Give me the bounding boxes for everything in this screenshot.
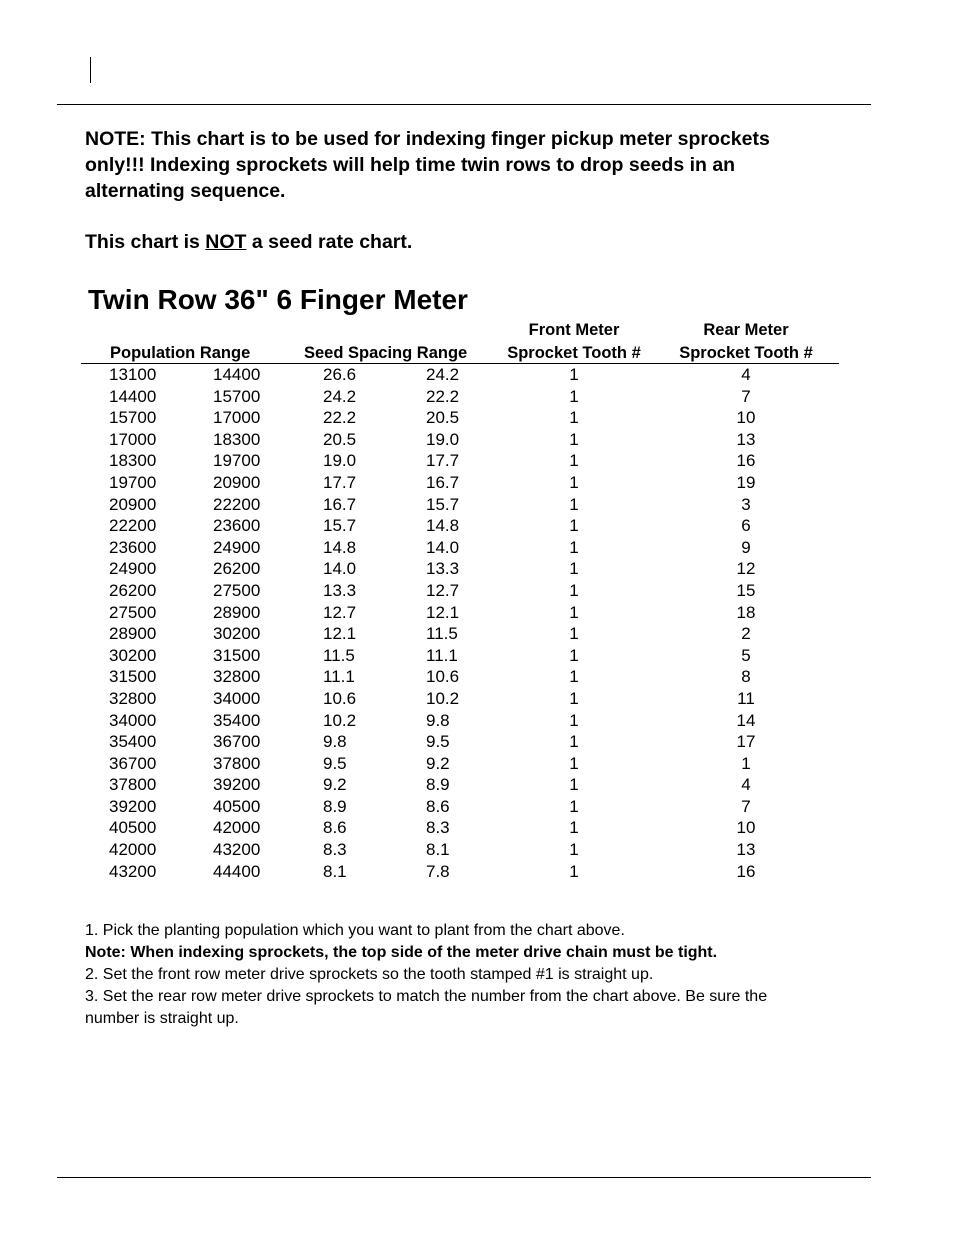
table-row xyxy=(0,710,954,732)
not-prefix: This chart is xyxy=(85,231,206,253)
population-min-cell: 32800 xyxy=(109,688,157,708)
population-max-cell: 26200 xyxy=(213,559,261,579)
spacing-max-cell: 10.2 xyxy=(323,710,357,730)
spacing-min-cell: 9.5 xyxy=(426,732,450,752)
population-max-cell: 39200 xyxy=(213,775,261,795)
table-row xyxy=(0,429,954,451)
front-tooth-cell: 1 xyxy=(569,472,579,492)
population-min-cell: 27500 xyxy=(109,602,157,622)
instruction-step-3: 3. Set the rear row meter drive sprockets to match the number from the chart above. Be sure the number is straight up. xyxy=(85,988,768,1027)
population-max-cell: 36700 xyxy=(213,732,261,752)
front-tooth-cell: 1 xyxy=(569,732,579,752)
population-max-cell: 24900 xyxy=(213,537,261,557)
population-min-cell: 17000 xyxy=(109,429,157,449)
spacing-min-cell: 16.7 xyxy=(426,472,460,492)
rear-tooth-cell: 7 xyxy=(741,386,751,406)
header-rear-sprocket-tooth: Sprocket Tooth # xyxy=(679,344,813,362)
spacing-max-cell: 10.6 xyxy=(323,688,357,708)
population-min-cell: 24900 xyxy=(109,559,157,579)
spacing-max-cell: 8.1 xyxy=(323,861,347,881)
table-row xyxy=(0,537,954,559)
spacing-min-cell: 12.7 xyxy=(426,580,460,600)
population-min-cell: 43200 xyxy=(109,861,157,881)
spacing-max-cell: 26.6 xyxy=(323,365,357,384)
table-row xyxy=(0,774,954,796)
spacing-max-cell: 8.6 xyxy=(323,818,347,838)
table-row xyxy=(0,515,954,537)
chart-title: Twin Row 36" 6 Finger Meter xyxy=(88,284,468,315)
spacing-max-cell: 11.1 xyxy=(323,667,355,687)
spacing-min-cell: 8.1 xyxy=(426,840,450,860)
spacing-min-cell: 12.1 xyxy=(426,602,460,622)
table-row xyxy=(0,602,954,624)
rear-tooth-cell: 8 xyxy=(741,667,751,687)
table-row xyxy=(0,580,954,602)
indexing-note: NOTE: This chart is to be used for indexing finger pickup meter sprockets only!!! Indexing sprockets will help time twin rows to drop seeds in an alternating sequence. xyxy=(85,128,770,202)
population-min-cell: 35400 xyxy=(109,732,157,752)
front-tooth-cell: 1 xyxy=(569,365,579,384)
instruction-step-1: 1. Pick the planting population which you want to plant from the chart above. xyxy=(85,922,625,939)
table-row xyxy=(0,666,954,688)
population-min-cell: 40500 xyxy=(109,818,157,838)
population-max-cell: 14400 xyxy=(213,365,261,384)
spacing-min-cell: 20.5 xyxy=(426,408,460,428)
front-tooth-cell: 1 xyxy=(569,559,579,579)
rear-tooth-cell: 5 xyxy=(741,645,751,665)
rear-tooth-cell: 18 xyxy=(736,602,756,622)
population-max-cell: 34000 xyxy=(213,688,261,708)
spacing-min-cell: 11.1 xyxy=(426,645,458,665)
header-seed-spacing-range: Seed Spacing Range xyxy=(304,344,468,362)
spacing-max-cell: 13.3 xyxy=(323,580,357,600)
spacing-max-cell: 9.5 xyxy=(323,753,347,773)
population-max-cell: 28900 xyxy=(213,602,261,622)
table-row xyxy=(0,386,954,408)
table-row xyxy=(0,645,954,667)
spacing-max-cell: 20.5 xyxy=(323,429,357,449)
rear-tooth-cell: 16 xyxy=(736,861,756,881)
front-tooth-cell: 1 xyxy=(569,429,579,449)
rear-tooth-cell: 16 xyxy=(736,451,756,471)
not-emphasis: NOT xyxy=(205,231,247,253)
rear-tooth-cell: 7 xyxy=(741,796,751,816)
rear-tooth-cell: 9 xyxy=(741,537,751,557)
front-tooth-cell: 1 xyxy=(569,710,579,730)
population-min-cell: 36700 xyxy=(109,753,157,773)
spacing-min-cell: 24.2 xyxy=(426,365,460,384)
population-max-cell: 40500 xyxy=(213,796,261,816)
instruction-step-2: 2. Set the front row meter drive sprockets so the tooth stamped #1 is straight up. xyxy=(85,966,654,983)
sprocket-index-table xyxy=(0,364,954,882)
rear-tooth-cell: 4 xyxy=(741,775,751,795)
spacing-max-cell: 8.3 xyxy=(323,840,347,860)
table-row xyxy=(0,861,954,883)
population-min-cell: 26200 xyxy=(109,580,157,600)
front-tooth-cell: 1 xyxy=(569,451,579,471)
front-tooth-cell: 1 xyxy=(569,775,579,795)
spacing-max-cell: 12.1 xyxy=(323,624,357,644)
population-min-cell: 19700 xyxy=(109,472,157,492)
table-row xyxy=(0,796,954,818)
rear-tooth-cell: 10 xyxy=(736,818,756,838)
table-row xyxy=(0,817,954,839)
table-row xyxy=(0,623,954,645)
population-max-cell: 15700 xyxy=(213,386,261,406)
spacing-max-cell: 14.8 xyxy=(323,537,357,557)
population-max-cell: 31500 xyxy=(213,645,261,665)
spacing-max-cell: 22.2 xyxy=(323,408,357,428)
population-min-cell: 13100 xyxy=(109,365,157,384)
population-max-cell: 30200 xyxy=(213,624,261,644)
table-row xyxy=(0,494,954,516)
spacing-min-cell: 13.3 xyxy=(426,559,460,579)
front-tooth-cell: 1 xyxy=(569,537,579,557)
table-row xyxy=(0,450,954,472)
population-min-cell: 14400 xyxy=(109,386,157,406)
table-row xyxy=(0,558,954,580)
population-min-cell: 37800 xyxy=(109,775,157,795)
population-min-cell: 42000 xyxy=(109,840,157,860)
front-tooth-cell: 1 xyxy=(569,861,579,881)
front-tooth-cell: 1 xyxy=(569,386,579,406)
top-rule xyxy=(57,104,871,105)
population-max-cell: 42000 xyxy=(213,818,261,838)
spacing-max-cell: 14.0 xyxy=(323,559,357,579)
instruction-note: Note: When indexing sprockets, the top side of the meter drive chain must be tight. xyxy=(85,944,718,961)
header-rear-meter: Rear Meter xyxy=(703,321,789,339)
rear-tooth-cell: 3 xyxy=(741,494,751,514)
spacing-min-cell: 8.6 xyxy=(426,796,450,816)
not-seed-rate-note xyxy=(85,229,412,255)
front-tooth-cell: 1 xyxy=(569,645,579,665)
population-min-cell: 22200 xyxy=(109,516,157,536)
rear-tooth-cell: 13 xyxy=(736,429,756,449)
rear-tooth-cell: 12 xyxy=(736,559,756,579)
population-min-cell: 39200 xyxy=(109,796,157,816)
front-tooth-cell: 1 xyxy=(569,688,579,708)
spacing-min-cell: 22.2 xyxy=(426,386,460,406)
front-tooth-cell: 1 xyxy=(569,494,579,514)
table-row xyxy=(0,364,954,386)
spacing-max-cell: 8.9 xyxy=(323,796,347,816)
rear-tooth-cell: 13 xyxy=(736,840,756,860)
not-suffix: a seed rate chart. xyxy=(246,231,413,253)
table-row xyxy=(0,407,954,429)
spacing-max-cell: 19.0 xyxy=(323,451,357,471)
table-row xyxy=(0,753,954,775)
spacing-max-cell: 24.2 xyxy=(323,386,357,406)
spacing-min-cell: 7.8 xyxy=(426,861,450,881)
population-max-cell: 18300 xyxy=(213,429,261,449)
population-max-cell: 22200 xyxy=(213,494,261,514)
table-row xyxy=(0,688,954,710)
instructions xyxy=(85,920,805,1030)
front-tooth-cell: 1 xyxy=(569,840,579,860)
rear-tooth-cell: 19 xyxy=(736,472,756,492)
spacing-max-cell: 15.7 xyxy=(323,516,357,536)
population-min-cell: 31500 xyxy=(109,667,157,687)
front-tooth-cell: 1 xyxy=(569,516,579,536)
population-min-cell: 20900 xyxy=(109,494,157,514)
rear-tooth-cell: 17 xyxy=(736,732,756,752)
spacing-min-cell: 14.0 xyxy=(426,537,460,557)
spacing-max-cell: 9.8 xyxy=(323,732,347,752)
front-tooth-cell: 1 xyxy=(569,408,579,428)
table-row xyxy=(0,731,954,753)
population-min-cell: 30200 xyxy=(109,645,157,665)
rear-tooth-cell: 4 xyxy=(741,365,751,384)
population-min-cell: 28900 xyxy=(109,624,157,644)
spacing-max-cell: 11.5 xyxy=(323,645,355,665)
population-min-cell: 34000 xyxy=(109,710,157,730)
spacing-min-cell: 15.7 xyxy=(426,494,460,514)
header-tick-mark xyxy=(90,57,91,83)
rear-tooth-cell: 10 xyxy=(736,408,756,428)
front-tooth-cell: 1 xyxy=(569,818,579,838)
rear-tooth-cell: 11 xyxy=(737,688,755,708)
spacing-min-cell: 19.0 xyxy=(426,429,460,449)
population-max-cell: 35400 xyxy=(213,710,261,730)
population-max-cell: 43200 xyxy=(213,840,261,860)
spacing-min-cell: 9.2 xyxy=(426,753,450,773)
front-tooth-cell: 1 xyxy=(569,753,579,773)
population-max-cell: 19700 xyxy=(213,451,261,471)
spacing-min-cell: 11.5 xyxy=(426,624,458,644)
population-min-cell: 18300 xyxy=(109,451,157,471)
population-max-cell: 17000 xyxy=(213,408,261,428)
front-tooth-cell: 1 xyxy=(569,580,579,600)
rear-tooth-cell: 1 xyxy=(741,753,751,773)
header-front-meter: Front Meter xyxy=(528,321,620,339)
table-row xyxy=(0,839,954,861)
population-max-cell: 44400 xyxy=(213,861,261,881)
rear-tooth-cell: 14 xyxy=(736,710,756,730)
spacing-min-cell: 8.3 xyxy=(426,818,450,838)
population-max-cell: 23600 xyxy=(213,516,261,536)
population-max-cell: 27500 xyxy=(213,580,261,600)
spacing-min-cell: 9.8 xyxy=(426,710,450,730)
header-front-sprocket-tooth: Sprocket Tooth # xyxy=(507,344,641,362)
population-max-cell: 32800 xyxy=(213,667,261,687)
header-population-range: Population Range xyxy=(110,344,251,362)
front-tooth-cell: 1 xyxy=(569,602,579,622)
population-min-cell: 15700 xyxy=(109,408,157,428)
rear-tooth-cell: 15 xyxy=(736,580,756,600)
spacing-min-cell: 14.8 xyxy=(426,516,460,536)
rear-tooth-cell: 2 xyxy=(741,624,751,644)
spacing-max-cell: 17.7 xyxy=(323,472,357,492)
spacing-min-cell: 10.6 xyxy=(426,667,460,687)
spacing-max-cell: 12.7 xyxy=(323,602,357,622)
spacing-min-cell: 17.7 xyxy=(426,451,460,471)
rear-tooth-cell: 6 xyxy=(741,516,751,536)
spacing-max-cell: 16.7 xyxy=(323,494,357,514)
bottom-rule xyxy=(57,1177,871,1178)
front-tooth-cell: 1 xyxy=(569,796,579,816)
spacing-max-cell: 9.2 xyxy=(323,775,347,795)
front-tooth-cell: 1 xyxy=(569,667,579,687)
population-max-cell: 20900 xyxy=(213,472,261,492)
population-min-cell: 23600 xyxy=(109,537,157,557)
spacing-min-cell: 10.2 xyxy=(426,688,460,708)
table-row xyxy=(0,472,954,494)
front-tooth-cell: 1 xyxy=(569,624,579,644)
population-max-cell: 37800 xyxy=(213,753,261,773)
spacing-min-cell: 8.9 xyxy=(426,775,450,795)
